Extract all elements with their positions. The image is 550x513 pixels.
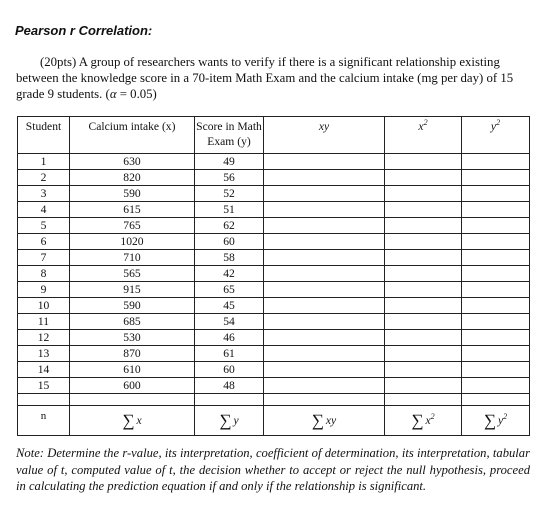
xy-cell[interactable]	[264, 282, 385, 298]
y2-cell[interactable]	[462, 314, 530, 330]
table-row	[18, 154, 530, 170]
x2-cell[interactable]	[385, 154, 462, 170]
calcium-cell: 600	[70, 378, 195, 394]
calcium-cell: 565	[70, 266, 195, 282]
xy-cell[interactable]	[264, 154, 385, 170]
header-score: Score in Math Exam (y)	[195, 117, 264, 154]
calcium-cell: 590	[70, 298, 195, 314]
y2-cell[interactable]	[462, 202, 530, 218]
x2-cell[interactable]	[385, 282, 462, 298]
sum-y2-exp: 2	[503, 411, 508, 421]
score-cell: 48	[195, 378, 264, 394]
x2-cell[interactable]	[385, 378, 462, 394]
x2-cell[interactable]	[385, 362, 462, 378]
instructions-note: Note: Determine the r-value, its interpretation, coefficient of determination, its interpretation, tabular value of t, computed value of t, the decision whether to accept or reject the null hypothesis, proceed in calculating the prediction equation if and only if the relationship is significant.	[16, 446, 530, 493]
student-cell: 15	[18, 378, 70, 394]
table-row	[18, 250, 530, 266]
y2-cell[interactable]	[462, 298, 530, 314]
score-cell: 60	[195, 234, 264, 250]
score-cell: 56	[195, 170, 264, 186]
xy-cell[interactable]	[264, 202, 385, 218]
header-calcium: Calcium intake (x)	[70, 117, 195, 154]
score-cell: 45	[195, 298, 264, 314]
x2-cell[interactable]	[385, 218, 462, 234]
calcium-cell: 590	[70, 186, 195, 202]
alpha-symbol: α	[109, 87, 117, 101]
spacer-cell	[70, 394, 195, 406]
sigma-icon: ∑	[122, 410, 135, 430]
y2-cell[interactable]	[462, 378, 530, 394]
header-y2-base: y	[490, 120, 497, 133]
x2-cell[interactable]	[385, 170, 462, 186]
student-cell: 10	[18, 298, 70, 314]
student-cell: 1	[18, 154, 70, 170]
table-row	[18, 186, 530, 202]
spacer-cell	[462, 394, 530, 406]
header-xy: xy	[264, 117, 385, 154]
table-row	[18, 170, 530, 186]
score-cell: 49	[195, 154, 264, 170]
spacer-cell	[195, 394, 264, 406]
table-row	[18, 314, 530, 330]
spacer-cell	[385, 394, 462, 406]
xy-cell[interactable]	[264, 330, 385, 346]
student-cell: 13	[18, 346, 70, 362]
x2-cell[interactable]	[385, 234, 462, 250]
y2-cell[interactable]	[462, 362, 530, 378]
table-row	[18, 362, 530, 378]
header-x2-base: x	[418, 120, 424, 133]
x2-cell[interactable]	[385, 330, 462, 346]
sum-xy-cell[interactable]	[264, 406, 385, 436]
table-row	[18, 234, 530, 250]
score-cell: 52	[195, 186, 264, 202]
calcium-cell: 630	[70, 154, 195, 170]
header-x-squared	[385, 117, 462, 154]
xy-cell[interactable]	[264, 378, 385, 394]
xy-cell[interactable]	[264, 362, 385, 378]
x2-cell[interactable]	[385, 250, 462, 266]
sum-x2-exp: 2	[430, 411, 435, 421]
sum-x-label: x	[136, 413, 142, 427]
score-cell: 46	[195, 330, 264, 346]
score-cell: 42	[195, 266, 264, 282]
x2-cell[interactable]	[385, 186, 462, 202]
x2-cell[interactable]	[385, 202, 462, 218]
xy-cell[interactable]	[264, 218, 385, 234]
sum-y2-base: y	[497, 413, 504, 427]
table-row	[18, 346, 530, 362]
calcium-cell: 1020	[70, 234, 195, 250]
page-title: Pearson r Correlation:	[15, 23, 153, 38]
sigma-icon: ∑	[311, 410, 324, 430]
calcium-cell: 610	[70, 362, 195, 378]
sum-y-label: y	[233, 413, 239, 427]
score-cell: 65	[195, 282, 264, 298]
y2-cell[interactable]	[462, 282, 530, 298]
calcium-cell: 710	[70, 250, 195, 266]
score-cell: 60	[195, 362, 264, 378]
xy-cell[interactable]	[264, 250, 385, 266]
xy-cell[interactable]	[264, 186, 385, 202]
sum-x2-cell[interactable]	[385, 406, 462, 436]
x2-cell[interactable]	[385, 314, 462, 330]
xy-cell[interactable]	[264, 346, 385, 362]
header-y-squared	[462, 117, 530, 154]
table-row	[18, 282, 530, 298]
x2-cell[interactable]	[385, 298, 462, 314]
score-cell: 51	[195, 202, 264, 218]
score-cell: 62	[195, 218, 264, 234]
x2-cell[interactable]	[385, 346, 462, 362]
sigma-icon: ∑	[411, 410, 424, 430]
problem-statement	[16, 54, 530, 102]
student-cell: 6	[18, 234, 70, 250]
y2-cell[interactable]	[462, 250, 530, 266]
xy-cell[interactable]	[264, 170, 385, 186]
student-cell: 12	[18, 330, 70, 346]
calcium-cell: 685	[70, 314, 195, 330]
student-cell: 4	[18, 202, 70, 218]
student-cell: 2	[18, 170, 70, 186]
sum-y-cell[interactable]	[195, 406, 264, 436]
table-row	[18, 378, 530, 394]
calcium-cell: 530	[70, 330, 195, 346]
y2-cell[interactable]	[462, 234, 530, 250]
score-cell: 61	[195, 346, 264, 362]
table-row	[18, 298, 530, 314]
data-table	[17, 116, 530, 436]
header-x2-exp: 2	[423, 118, 428, 128]
student-cell: 3	[18, 186, 70, 202]
n-label: n	[18, 406, 70, 436]
spacer-cell	[264, 394, 385, 406]
student-cell: 9	[18, 282, 70, 298]
sum-row	[18, 406, 530, 436]
student-cell: 7	[18, 250, 70, 266]
xy-cell[interactable]	[264, 266, 385, 282]
student-cell: 5	[18, 218, 70, 234]
header-y2-exp: 2	[496, 118, 501, 128]
sum-x-cell[interactable]	[70, 406, 195, 436]
table-row	[18, 202, 530, 218]
xy-cell[interactable]	[264, 234, 385, 250]
y2-cell[interactable]	[462, 170, 530, 186]
y2-cell[interactable]	[462, 186, 530, 202]
table-row	[18, 266, 530, 282]
problem-text: (20pts) A group of researchers wants to verify if there is a significant relationship existing between the knowledge score in a 70-item Math Exam and the calcium intake (mg per day) of 15 grade 9 students. (	[16, 55, 514, 101]
calcium-cell: 765	[70, 218, 195, 234]
spacer-row	[18, 394, 530, 406]
y2-cell[interactable]	[462, 266, 530, 282]
header-row	[18, 117, 530, 154]
header-student: Student	[18, 117, 70, 154]
sigma-icon: ∑	[219, 410, 232, 430]
alpha-value: = 0.05)	[119, 87, 157, 101]
calcium-cell: 820	[70, 170, 195, 186]
calcium-cell: 615	[70, 202, 195, 218]
table-row	[18, 218, 530, 234]
sum-xy-label: xy	[325, 413, 337, 427]
table-row	[18, 330, 530, 346]
score-cell: 58	[195, 250, 264, 266]
y2-cell[interactable]	[462, 346, 530, 362]
spacer-cell	[18, 394, 70, 406]
student-cell: 11	[18, 314, 70, 330]
score-cell: 54	[195, 314, 264, 330]
sigma-icon: ∑	[483, 410, 496, 430]
sum-x2-base: x	[425, 413, 431, 427]
student-cell: 8	[18, 266, 70, 282]
y2-cell[interactable]	[462, 154, 530, 170]
sum-y2-cell[interactable]	[462, 406, 530, 436]
calcium-cell: 915	[70, 282, 195, 298]
calcium-cell: 870	[70, 346, 195, 362]
y2-cell[interactable]	[462, 330, 530, 346]
x2-cell[interactable]	[385, 266, 462, 282]
xy-cell[interactable]	[264, 314, 385, 330]
y2-cell[interactable]	[462, 218, 530, 234]
xy-cell[interactable]	[264, 298, 385, 314]
student-cell: 14	[18, 362, 70, 378]
